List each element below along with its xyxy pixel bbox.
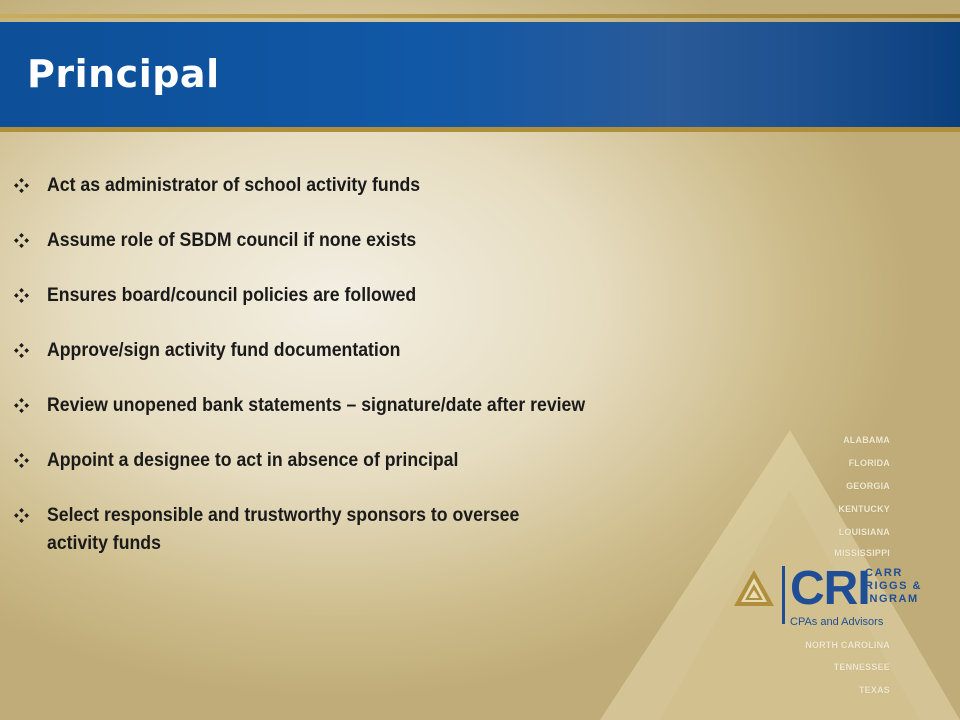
logo-initials: CRI xyxy=(790,562,870,615)
slide-title: Principal xyxy=(27,52,220,96)
bullet-item xyxy=(0,394,700,418)
bullet-text: Act as administrator of school activity funds xyxy=(47,175,421,196)
four-diamond-icon xyxy=(14,508,29,523)
state-label: NORTH CAROLINA xyxy=(805,640,890,650)
state-label: TEXAS xyxy=(858,685,890,695)
bullet-item-continuation xyxy=(0,532,700,556)
bullet-item xyxy=(0,504,700,528)
state-label: KENTUCKY xyxy=(838,504,890,514)
bullet-item xyxy=(0,339,700,363)
bullet-text: Ensures board/council policies are followed xyxy=(47,285,417,306)
gold-top-rule xyxy=(0,14,960,18)
logo-name-line: CARR xyxy=(865,567,903,579)
bullet-item xyxy=(0,229,700,253)
state-label: GEORGIA xyxy=(846,481,890,491)
bullet-item xyxy=(0,449,700,473)
bullet-text: Appoint a designee to act in absence of principal xyxy=(47,450,459,471)
bullet-text: Review unopened bank statements – signature/date after review xyxy=(47,395,586,416)
logo-tagline: CPAs and Advisors xyxy=(790,616,884,628)
state-label: MISSISSIPPI xyxy=(834,548,890,558)
logo-name xyxy=(865,567,922,606)
bullet-text: activity funds xyxy=(47,533,161,554)
four-diamond-icon xyxy=(14,233,29,248)
four-diamond-icon xyxy=(14,178,29,193)
four-diamond-icon xyxy=(14,288,29,303)
bullet-text: Select responsible and trustworthy sponsors to oversee xyxy=(47,505,520,526)
bullet-item xyxy=(0,284,700,308)
logo-name-line: INGRAM xyxy=(865,593,919,605)
state-label: ALABAMA xyxy=(843,435,890,445)
stacked-triangle-logo-icon xyxy=(732,568,776,608)
four-diamond-icon xyxy=(14,453,29,468)
state-label: LOUISIANA xyxy=(838,527,890,537)
state-label: FLORIDA xyxy=(848,458,890,468)
bullet-text: Approve/sign activity fund documentation xyxy=(47,340,401,361)
four-diamond-icon xyxy=(14,398,29,413)
bullet-text: Assume role of SBDM council if none exists xyxy=(47,230,417,251)
title-bar xyxy=(0,22,960,132)
company-logo xyxy=(732,564,922,630)
logo-name-line: RIGGS & xyxy=(865,580,922,592)
four-diamond-icon xyxy=(14,343,29,358)
logo-divider xyxy=(782,566,785,624)
state-label: TENNESSEE xyxy=(833,662,890,672)
bullet-item xyxy=(0,174,700,198)
